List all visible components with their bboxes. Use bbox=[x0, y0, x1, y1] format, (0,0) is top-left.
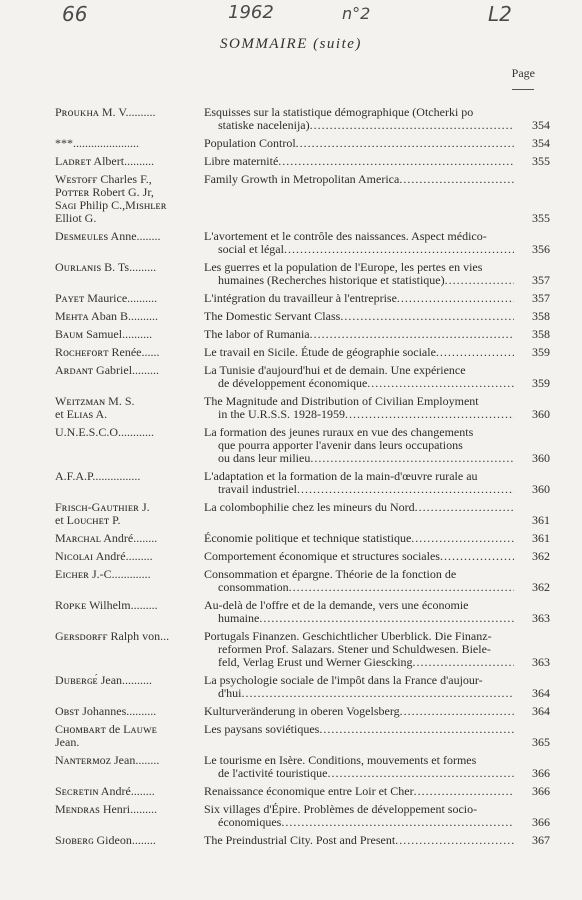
entry-title bbox=[204, 310, 514, 323]
author-line: Bᴀᴜᴍ Samuel.......... bbox=[55, 328, 153, 341]
entry-author bbox=[0, 568, 204, 594]
entry-page-number: 363 bbox=[532, 611, 550, 625]
entry-title bbox=[204, 106, 514, 132]
title-line: La colombophilie chez les mineurs du Nord bbox=[204, 500, 415, 514]
author-line: Sᴇᴄʀᴇᴛɪɴ André........ bbox=[55, 785, 155, 798]
author-line: Cʜᴏᴍʙᴀʀᴛ de Lᴀᴜᴡᴇ bbox=[55, 723, 157, 736]
title-line: consommation bbox=[218, 580, 289, 594]
leader-dots bbox=[310, 119, 514, 132]
title-line: in the U.R.S.S. 1928-1959 bbox=[218, 407, 346, 421]
title-line: Économie politique et technique statistique bbox=[204, 531, 412, 545]
leader-dots bbox=[397, 292, 514, 305]
toc-entry bbox=[0, 785, 582, 798]
author-line: Jean. bbox=[55, 736, 80, 749]
title-line: The Preindustrial City. Post and Present bbox=[204, 833, 396, 847]
entry-title bbox=[204, 230, 514, 256]
toc-entry bbox=[0, 261, 582, 287]
leader-dots bbox=[399, 173, 514, 186]
entry-page-number: 360 bbox=[532, 451, 550, 465]
leader-dots bbox=[445, 274, 514, 287]
table-of-contents bbox=[0, 106, 582, 852]
leader-dots bbox=[411, 532, 514, 545]
entry-title bbox=[204, 364, 514, 390]
author-line: Eɪᴄʜᴇʀ J.-C............. bbox=[55, 568, 151, 581]
toc-entry bbox=[0, 155, 582, 168]
toc-entry bbox=[0, 292, 582, 305]
leader-dots bbox=[440, 550, 514, 563]
author-line: Mᴀʀᴄʜᴀʟ André........ bbox=[55, 532, 158, 545]
leader-dots bbox=[395, 834, 514, 847]
toc-entry bbox=[0, 674, 582, 700]
entry-author bbox=[0, 173, 204, 225]
entry-page-number: 358 bbox=[532, 309, 550, 323]
leader-dots bbox=[259, 612, 514, 625]
entry-page-number: 364 bbox=[532, 704, 550, 718]
title-line: The labor of Rumania bbox=[204, 327, 310, 341]
leader-dots bbox=[310, 328, 514, 341]
entry-author bbox=[0, 834, 204, 847]
entry-page-number: 362 bbox=[532, 549, 550, 563]
toc-entry bbox=[0, 754, 582, 780]
entry-title bbox=[204, 292, 514, 305]
title-line: L'avortement et le contrôle des naissances. Aspect médico- bbox=[204, 229, 487, 243]
title-line: humaines (Recherches historique et statistique) bbox=[218, 273, 445, 287]
toc-entry bbox=[0, 568, 582, 594]
entry-title bbox=[204, 470, 514, 496]
title-line: Renaissance économique entre Loir et Cher bbox=[204, 784, 414, 798]
toc-entry bbox=[0, 723, 582, 749]
entry-page-number: 354 bbox=[532, 136, 550, 150]
entry-author bbox=[0, 501, 204, 527]
title-line: La Tunisie d'aujourd'hui et de demain. Une expérience bbox=[204, 363, 466, 377]
title-line: The Domestic Servant Class bbox=[204, 309, 341, 323]
entry-author bbox=[0, 106, 204, 132]
toc-entry bbox=[0, 364, 582, 390]
entry-title bbox=[204, 723, 514, 749]
entry-author bbox=[0, 310, 204, 323]
leader-dots bbox=[310, 452, 514, 465]
entry-author bbox=[0, 364, 204, 390]
page-column-header bbox=[512, 66, 535, 90]
entry-page-number: 359 bbox=[532, 345, 550, 359]
entry-author bbox=[0, 754, 204, 780]
title-line: statiske nacelenija) bbox=[218, 118, 310, 132]
author-line: Nɪᴄᴏʟᴀɪ André......... bbox=[55, 550, 153, 563]
entry-page-number: 366 bbox=[532, 784, 550, 798]
author-line: Oʙsᴛ Johannes.......... bbox=[55, 705, 157, 718]
entry-author bbox=[0, 674, 204, 700]
author-line: et Lᴏᴜᴄʜᴇᴛ P. bbox=[55, 514, 121, 527]
leader-dots bbox=[327, 767, 514, 780]
entry-author bbox=[0, 261, 204, 287]
title-line: Les paysans soviétiques bbox=[204, 722, 320, 736]
author-line: U.N.E.S.C.O............ bbox=[55, 426, 155, 439]
entry-page-number: 366 bbox=[532, 766, 550, 780]
entry-page-number: 355 bbox=[532, 211, 550, 225]
title-line: Comportement économique et structures sociales bbox=[204, 549, 440, 563]
leader-dots bbox=[278, 155, 514, 168]
toc-entry bbox=[0, 346, 582, 359]
entry-title bbox=[204, 785, 514, 798]
title-line: The Magnitude and Distribution of Civilian Employment bbox=[204, 394, 479, 408]
entry-title bbox=[204, 155, 514, 168]
toc-entry bbox=[0, 532, 582, 545]
leader-dots bbox=[289, 581, 514, 594]
handwritten-issue: n°2 bbox=[342, 4, 371, 23]
entry-title bbox=[204, 550, 514, 563]
toc-entry bbox=[0, 599, 582, 625]
author-line: Nᴀɴᴛᴇʀᴍᴏᴢ Jean........ bbox=[55, 754, 160, 767]
entry-author bbox=[0, 723, 204, 749]
author-line: Oᴜʀʟᴀɴɪs B. Ts......... bbox=[55, 261, 157, 274]
leader-dots bbox=[367, 377, 514, 390]
leader-dots bbox=[436, 346, 514, 359]
leader-dots bbox=[242, 687, 515, 700]
entry-page-number: 363 bbox=[532, 655, 550, 669]
entry-page-number: 360 bbox=[532, 482, 550, 496]
entry-page-number: 360 bbox=[532, 407, 550, 421]
toc-entry bbox=[0, 310, 582, 323]
title-line: Family Growth in Metropolitan America bbox=[204, 172, 400, 186]
entry-page-number: 356 bbox=[532, 242, 550, 256]
entry-author bbox=[0, 155, 204, 168]
entry-author bbox=[0, 426, 204, 465]
entry-title bbox=[204, 501, 514, 527]
entry-title bbox=[204, 137, 514, 150]
toc-entry bbox=[0, 426, 582, 465]
title-line: L'intégration du travailleur à l'entreprise bbox=[204, 291, 397, 305]
author-line: Pᴏᴛᴛᴇʀ Robert G. Jr, bbox=[55, 186, 154, 199]
handwritten-left-number: 66 bbox=[62, 2, 88, 26]
entry-page-number: 365 bbox=[532, 735, 550, 749]
leader-dots bbox=[281, 816, 514, 829]
entry-author bbox=[0, 599, 204, 625]
author-line: Mᴇʜᴛᴀ Aban B.......... bbox=[55, 310, 159, 323]
entry-author bbox=[0, 346, 204, 359]
author-line: Aʀᴅᴀɴᴛ Gabriel......... bbox=[55, 364, 160, 377]
title-line: Portugals Finanzen. Geschichtlicher Uberblick. Die Finanz- bbox=[204, 629, 492, 643]
title-line: Libre maternité bbox=[204, 154, 279, 168]
entry-page-number: 357 bbox=[532, 273, 550, 287]
entry-title bbox=[204, 803, 514, 829]
entry-page-number: 361 bbox=[532, 513, 550, 527]
author-line: Rᴏᴄʜᴇғᴏʀᴛ Renée...... bbox=[55, 346, 160, 359]
page-title: SOMMAIRE (suite) bbox=[220, 36, 362, 52]
entry-author bbox=[0, 470, 204, 496]
leader-dots bbox=[297, 483, 514, 496]
toc-entry bbox=[0, 705, 582, 718]
author-line: Pᴀʏᴇᴛ Maurice.......... bbox=[55, 292, 158, 305]
entry-author bbox=[0, 137, 204, 150]
entry-page-number: 364 bbox=[532, 686, 550, 700]
leader-dots bbox=[319, 723, 514, 736]
title-line: feld, Verlag Erust und Werner Giescking bbox=[218, 655, 413, 669]
author-line: Wᴇsᴛᴏғғ Charles F., bbox=[55, 173, 152, 186]
toc-entry bbox=[0, 834, 582, 847]
entry-title bbox=[204, 426, 514, 465]
entry-title bbox=[204, 568, 514, 594]
toc-entry bbox=[0, 137, 582, 150]
title-line: La psychologie sociale de l'impôt dans la France d'aujour- bbox=[204, 673, 483, 687]
page-label: Page bbox=[511, 66, 535, 80]
author-line: et Eʟɪᴀs A. bbox=[55, 408, 108, 421]
title-line: Kulturveränderung in oberen Vogelsberg bbox=[204, 704, 400, 718]
toc-entry bbox=[0, 501, 582, 527]
toc-entry bbox=[0, 550, 582, 563]
handwritten-right-number: L2 bbox=[488, 2, 512, 26]
title-line: Six villages d'Épire. Problèmes de développement socio- bbox=[204, 802, 478, 816]
author-line: Dᴜʙᴇʀɢᴇ́ Jean.......... bbox=[55, 674, 153, 687]
entry-author bbox=[0, 395, 204, 421]
entry-title bbox=[204, 630, 514, 669]
entry-title bbox=[204, 328, 514, 341]
author-line: Fʀɪsᴄʜ-Gᴀᴜᴛʜɪᴇʀ J. bbox=[55, 501, 150, 514]
author-line: Mᴇɴᴅʀᴀs Henri......... bbox=[55, 803, 158, 816]
leader-dots bbox=[400, 705, 514, 718]
entry-title bbox=[204, 261, 514, 287]
entry-page-number: 362 bbox=[532, 580, 550, 594]
title-line: économiques bbox=[218, 815, 282, 829]
entry-page-number: 355 bbox=[532, 154, 550, 168]
author-line: Lᴀᴅʀᴇᴛ Albert.......... bbox=[55, 155, 155, 168]
entry-title bbox=[204, 834, 514, 847]
author-line: Dᴇsᴍᴇᴜʟᴇs Anne........ bbox=[55, 230, 161, 243]
title-line: Les guerres et la population de l'Europe, les pertes en vies bbox=[204, 260, 483, 274]
leader-dots bbox=[340, 310, 514, 323]
author-line: Sᴀɢɪ Philip C.,Mɪsʜʟᴇʀ bbox=[55, 199, 167, 212]
entry-title bbox=[204, 532, 514, 545]
toc-entry bbox=[0, 230, 582, 256]
leader-dots bbox=[284, 243, 514, 256]
entry-page-number: 361 bbox=[532, 531, 550, 545]
title-line: de l'activité touristique bbox=[218, 766, 328, 780]
title-line: L'adaptation et la formation de la main-d'œuvre rurale au bbox=[204, 469, 478, 483]
title-line: social et légal bbox=[218, 242, 284, 256]
author-line: A.F.A.P................ bbox=[55, 470, 141, 483]
author-line: Gᴇʀsᴅᴏʀғғ Ralph von... bbox=[55, 630, 170, 643]
title-line: reformen Prof. Salazars. Stener und Schuldwesen. Biele- bbox=[218, 642, 491, 656]
toc-entry bbox=[0, 470, 582, 496]
title-line: que pourra apporter l'avenir dans leurs occupations bbox=[218, 438, 463, 452]
leader-dots bbox=[415, 501, 514, 514]
entry-title bbox=[204, 754, 514, 780]
handwritten-year: 1962 bbox=[228, 2, 274, 23]
leader-dots bbox=[345, 408, 514, 421]
entry-title bbox=[204, 705, 514, 718]
author-line: Pʀoᴜᴋʜᴀ M. V.......... bbox=[55, 106, 156, 119]
entry-author bbox=[0, 550, 204, 563]
entry-author bbox=[0, 230, 204, 256]
entry-author bbox=[0, 292, 204, 305]
entry-page-number: 359 bbox=[532, 376, 550, 390]
entry-page-number: 366 bbox=[532, 815, 550, 829]
entry-title bbox=[204, 395, 514, 421]
toc-entry bbox=[0, 803, 582, 829]
toc-entry bbox=[0, 395, 582, 421]
toc-entry bbox=[0, 173, 582, 225]
title-line: Esquisses sur la statistique démographique (Otcherki po bbox=[204, 105, 474, 119]
title-line: Consommation et épargne. Théorie de la fonction de bbox=[204, 567, 457, 581]
entry-author bbox=[0, 803, 204, 829]
toc-entry bbox=[0, 106, 582, 132]
toc-entry bbox=[0, 630, 582, 669]
leader-dots bbox=[413, 656, 514, 669]
title-line: de développement économique bbox=[218, 376, 368, 390]
entry-author bbox=[0, 630, 204, 669]
author-line: Wᴇɪᴛᴢᴍᴀɴ M. S. bbox=[55, 395, 135, 408]
entry-page-number: 357 bbox=[532, 291, 550, 305]
entry-page-number: 354 bbox=[532, 118, 550, 132]
title-line: Population Control bbox=[204, 136, 296, 150]
entry-page-number: 367 bbox=[532, 833, 550, 847]
toc-entry bbox=[0, 328, 582, 341]
author-line: Sᴊᴏʙᴇʀɢ Gideon........ bbox=[55, 834, 156, 847]
page-label-rule bbox=[512, 89, 534, 90]
author-line: Rᴏᴘᴋᴇ Wilhelm......... bbox=[55, 599, 158, 612]
title-line: Le tourisme en Isère. Conditions, mouvements et formes bbox=[204, 753, 477, 767]
entry-page-number: 358 bbox=[532, 327, 550, 341]
author-line: Elliot G. bbox=[55, 212, 97, 225]
title-line: La formation des jeunes ruraux en vue des changements bbox=[204, 425, 474, 439]
entry-title bbox=[204, 346, 514, 359]
title-line: ou dans leur milieu bbox=[218, 451, 311, 465]
entry-title bbox=[204, 599, 514, 625]
entry-author bbox=[0, 328, 204, 341]
leader-dots bbox=[414, 785, 514, 798]
entry-author bbox=[0, 705, 204, 718]
title-line: Au-delà de l'offre et de la demande, vers une économie bbox=[204, 598, 469, 612]
entry-title bbox=[204, 674, 514, 700]
title-line: Le travail en Sicile. Étude de géographie sociale bbox=[204, 345, 436, 359]
author-line: ***...................... bbox=[55, 137, 139, 150]
entry-title bbox=[204, 173, 514, 225]
title-line: humaine bbox=[218, 611, 260, 625]
title-line: travail industriel bbox=[218, 482, 297, 496]
leader-dots bbox=[296, 137, 514, 150]
entry-author bbox=[0, 785, 204, 798]
entry-author bbox=[0, 532, 204, 545]
title-line: d'hui bbox=[218, 686, 242, 700]
